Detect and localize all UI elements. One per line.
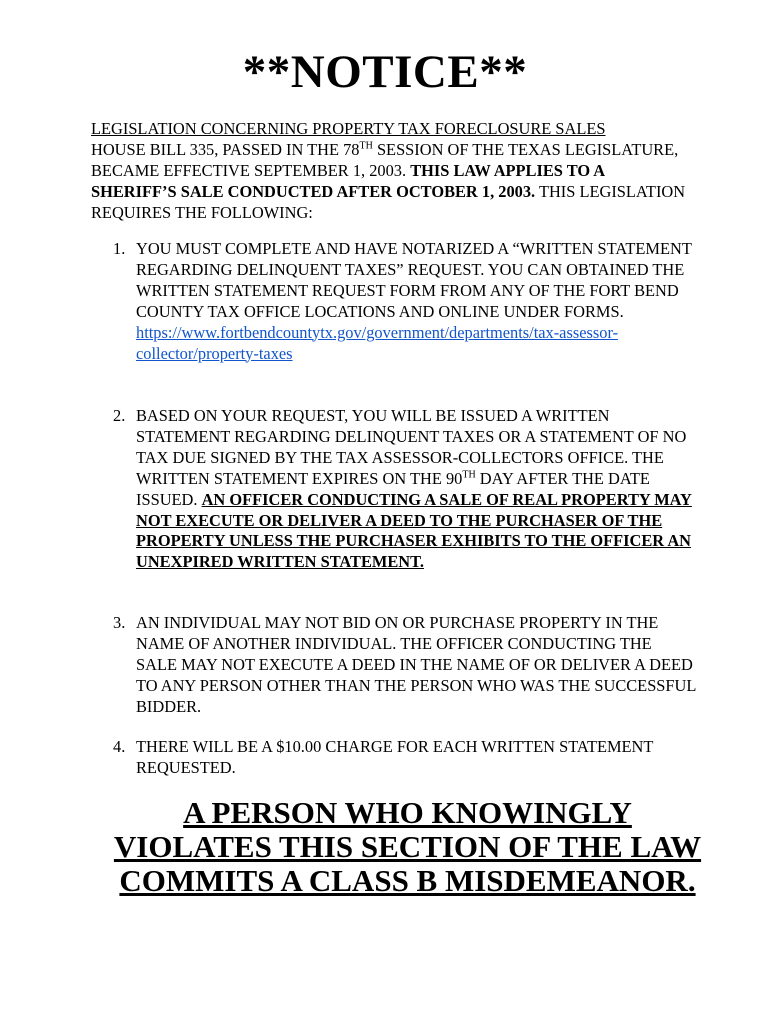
warning-line-2: VIOLATES THIS SECTION OF THE LAW: [113, 829, 702, 864]
item-body: [136, 406, 696, 573]
intro-text-a: HOUSE BILL 335, PASSED IN THE 78: [91, 139, 360, 159]
list-item: [0, 239, 770, 364]
warning-line-1: A PERSON WHO KNOWINGLY: [183, 795, 632, 830]
intro-heading: LEGISLATION CONCERNING PROPERTY TAX FORECLOSURE SALES: [91, 119, 606, 138]
item-text-b: DAY AFTER THE DATE ISSUED.: [136, 468, 650, 509]
item-text: AN INDIVIDUAL MAY NOT BID ON OR PURCHASE PROPERTY IN THE NAME OF ANOTHER INDIVIDUAL. THE OFFICER CONDUCTING THE SALE MAY NOT EXECUTE A DEED IN THE NAME OF OR DELIVER A DEED TO ANY PERSON OTHER THAN THE PERSON WHO WAS THE SUCCESSFUL BIDDER.: [136, 613, 696, 716]
item-number: 3.: [113, 613, 126, 632]
item-body: [136, 737, 696, 779]
list-item: [0, 737, 770, 779]
intro-text-b: SESSION OF THE TEXAS LEGISLATURE, BECAME EFFECTIVE SEPTEMBER 1, 2003.: [91, 139, 679, 180]
item-text-a: BASED ON YOUR REQUEST, YOU WILL BE ISSUED A WRITTEN STATEMENT REGARDING DELINQUENT TAXES OR A STATEMENT OF NO TAX DUE SIGNED BY THE TAX ASSESSOR-COLLECTORS OFFICE. THE WRITTEN STATEMENT EXPIRES ON THE 90: [136, 406, 687, 488]
page-title: **NOTICE**: [242, 46, 528, 98]
tax-office-link[interactable]: https://www.fortbendcountytx.gov/government/departments/tax-assessor-collector/property-taxes: [136, 322, 619, 363]
item-body: [136, 239, 696, 364]
list-item: [0, 406, 770, 573]
intro-bold-text: THIS LAW APPLIES TO A SHERIFF’S SALE CONDUCTED AFTER OCTOBER 1, 2003.: [91, 160, 605, 201]
intro-closing: THIS LEGISLATION REQUIRES THE FOLLOWING:: [91, 181, 686, 222]
item-number: 1.: [113, 239, 126, 258]
item-text: THERE WILL BE A $10.00 CHARGE FOR EACH WRITTEN STATEMENT REQUESTED.: [136, 737, 654, 777]
item-number: 4.: [113, 737, 126, 756]
item-superscript: TH: [462, 469, 476, 481]
item-emphasis: AN OFFICER CONDUCTING A SALE OF REAL PROPERTY MAY NOT EXECUTE OR DELIVER A DEED TO THE PURCHASER OF THE PROPERTY UNLESS THE PURCHASER EXHIBITS TO THE OFFICER AN UNEXPIRED WRITTEN STATEMENT.: [136, 489, 692, 572]
intro-paragraph: [91, 119, 691, 224]
warning-line-3: COMMITS A CLASS B MISDEMEANOR.: [119, 863, 696, 898]
misdemeanor-warning: [0, 796, 770, 898]
item-number: 2.: [113, 406, 126, 425]
list-item: [0, 613, 770, 718]
item-text: YOU MUST COMPLETE AND HAVE NOTARIZED A “WRITTEN STATEMENT REGARDING DELINQUENT TAXES” REQUEST. YOU CAN OBTAINED THE WRITTEN STATEMENT REQUEST FORM FROM ANY OF THE FORT BEND COUNTY TAX OFFICE LOCATIONS AND ONLINE UNDER FORMS.: [136, 239, 692, 321]
intro-superscript: TH: [359, 140, 373, 152]
item-body: [136, 613, 696, 718]
